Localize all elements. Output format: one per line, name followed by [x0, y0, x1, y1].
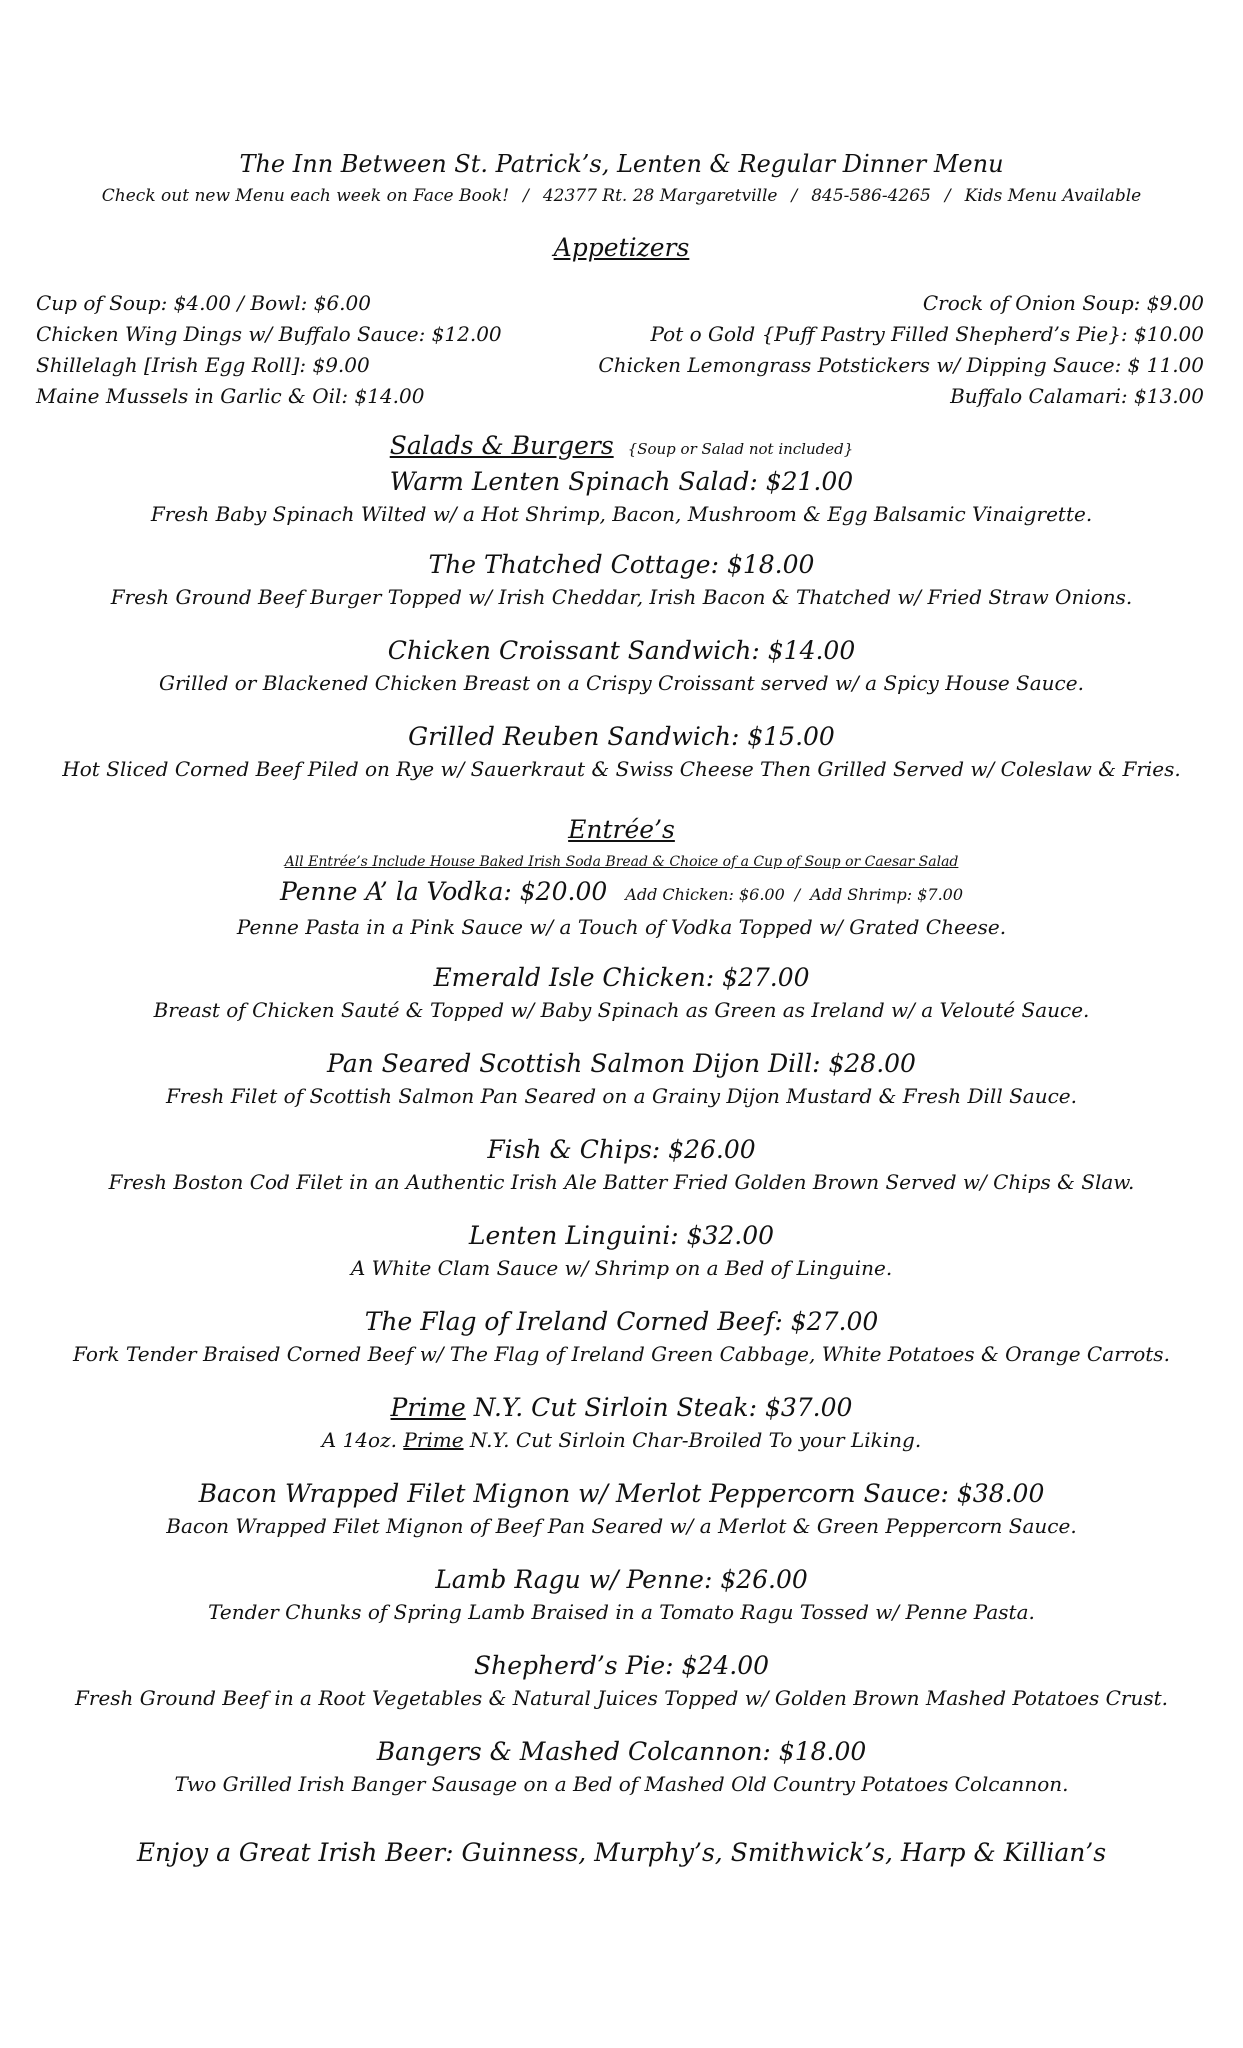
add-chicken-option: Add Chicken: $6.00: [625, 885, 785, 904]
facebook-note: Check out new Menu each week on Face Book!: [101, 186, 510, 206]
item-description: Fork Tender Braised Corned Beef w/ The Flag of Ireland Green Cabbage, White Potatoes & Orange Carrots.: [73, 1342, 1170, 1366]
item-description: Two Grilled Irish Banger Sausage on a Bed of Mashed Old Country Potatoes Colcannon.: [174, 1772, 1069, 1796]
appetizer-item: Crock of Onion Soup: $9.00: [922, 291, 1204, 315]
appetizer-item: Buffalo Calamari: $13.00: [950, 384, 1204, 408]
salads-heading-line: [0, 430, 1243, 465]
appetizer-row: [36, 381, 1204, 412]
appetizers-list: [36, 288, 1204, 412]
separator: /: [944, 186, 951, 206]
menu-item: [0, 549, 1243, 613]
separator: /: [523, 186, 529, 206]
menu-item: [0, 1736, 1243, 1800]
menu-item: [0, 1564, 1243, 1628]
item-name: The Thatched Cottage: $18.00: [428, 550, 815, 579]
item-name: N.Y. Cut Sirloin Steak: $37.00: [465, 1393, 853, 1422]
salads-note: {Soup or Salad not included}: [627, 440, 854, 458]
menu-item: [0, 1220, 1243, 1284]
item-description: Bacon Wrapped Filet Mignon of Beef Pan Seared w/ a Merlot & Green Peppercorn Sauce.: [166, 1514, 1077, 1538]
item-description: A 14oz.: [321, 1428, 404, 1452]
address: 42377 Rt. 28 Margaretville: [542, 186, 778, 206]
item-description: Fresh Boston Cod Filet in an Authentic Irish Ale Batter Fried Golden Brown Served w/ Chips & Slaw.: [108, 1170, 1135, 1194]
item-name: Bangers & Mashed Colcannon: $18.00: [376, 1737, 867, 1766]
item-description: Tender Chunks of Spring Lamb Braised in a Tomato Ragu Tossed w/ Penne Pasta.: [208, 1600, 1035, 1624]
item-name: Emerald Isle Chicken: $27.00: [433, 963, 810, 992]
prime-label: Prime: [403, 1428, 464, 1452]
item-name: Lenten Linguini: $32.00: [468, 1221, 775, 1250]
item-name-line: [0, 1392, 1243, 1424]
item-name: Pan Seared Scottish Salmon Dijon Dill: $28.00: [327, 1049, 916, 1078]
menu-title: The Inn Between St. Patrick’s, Lenten & Regular Dinner Menu: [239, 150, 1004, 178]
entrees-note: All Entrée’s Include House Baked Irish Soda Bread & Choice of a Cup of Soup or Caesar Salad: [284, 854, 959, 870]
info-line: [0, 184, 1243, 208]
appetizer-item: Pot o Gold {Puff Pastry Filled Shepherd’s Pie}: $10.00: [650, 322, 1204, 346]
appetizer-item: Chicken Lemongrass Potstickers w/ Dipping Sauce: $ 11.00: [598, 353, 1204, 377]
add-shrimp-option: Add Shrimp: $7.00: [810, 885, 964, 904]
menu-item: [0, 1048, 1243, 1112]
item-description: Fresh Ground Beef in a Root Vegetables & Natural Juices Topped w/ Golden Brown Mashed Potatoes Crust.: [75, 1686, 1168, 1710]
item-description: Penne Pasta in a Pink Sauce w/ a Touch of Vodka Topped w/ Grated Cheese.: [236, 915, 1007, 939]
item-description: Fresh Filet of Scottish Salmon Pan Seared on a Grainy Dijon Mustard & Fresh Dill Sauce.: [166, 1084, 1077, 1108]
appetizer-item: Chicken Wing Dings w/ Buffalo Sauce: $12.00: [36, 322, 502, 346]
separator: /: [791, 186, 798, 206]
beer-footer: Enjoy a Great Irish Beer: Guinness, Murphy’s, Smithwick’s, Harp & Killian’s: [136, 1838, 1107, 1867]
item-name: Fish & Chips: $26.00: [487, 1135, 756, 1164]
menu-item: [0, 721, 1243, 785]
item-name: Bacon Wrapped Filet Mignon w/ Merlot Peppercorn Sauce: $38.00: [198, 1479, 1045, 1508]
appetizer-item: Shillelagh [Irish Egg Roll]: $9.00: [36, 353, 370, 377]
menu-item: [0, 1392, 1243, 1456]
appetizer-row: [36, 350, 1204, 381]
menu-item: [0, 876, 1243, 943]
appetizer-item: Maine Mussels in Garlic & Oil: $14.00: [36, 384, 425, 408]
appetizers-heading: Appetizers: [553, 233, 690, 262]
appetizer-item: Cup of Soup: $4.00 / Bowl: $6.00: [36, 291, 371, 315]
appetizer-row: [36, 288, 1204, 319]
item-description: Fresh Baby Spinach Wilted w/ a Hot Shrimp, Bacon, Mushroom & Egg Balsamic Vinaigrette.: [150, 502, 1093, 526]
menu-item: [0, 1478, 1243, 1542]
entrees-heading: Entrée’s: [568, 815, 675, 844]
salads-heading: Salads & Burgers: [389, 431, 614, 460]
item-description: A White Clam Sauce w/ Shrimp on a Bed of Linguine.: [350, 1256, 893, 1280]
prime-label: Prime: [390, 1393, 466, 1422]
item-name: Grilled Reuben Sandwich: $15.00: [408, 722, 835, 751]
menu-item: [0, 635, 1243, 699]
item-name: Lamb Ragu w/ Penne: $26.00: [435, 1565, 808, 1594]
item-description: Fresh Ground Beef Burger Topped w/ Irish Cheddar, Irish Bacon & Thatched w/ Fried Straw Onions.: [110, 585, 1133, 609]
item-name: Shepherd’s Pie: $24.00: [473, 1651, 770, 1680]
item-name: Penne A’ la Vodka: $20.00: [279, 877, 608, 906]
menu-item: [0, 466, 1243, 530]
appetizer-row: [36, 319, 1204, 350]
item-name: The Flag of Ireland Corned Beef: $27.00: [364, 1307, 879, 1336]
item-name: Warm Lenten Spinach Salad: $21.00: [389, 467, 854, 496]
item-description: N.Y. Cut Sirloin Char-Broiled To your Liking.: [463, 1428, 922, 1452]
menu-item: [0, 1306, 1243, 1370]
item-description: Grilled or Blackened Chicken Breast on a Crispy Croissant served w/ a Spicy House Sauce.: [159, 671, 1084, 695]
phone-number: 845-586-4265: [811, 186, 931, 206]
kids-menu-note: Kids Menu Available: [964, 186, 1142, 206]
item-description: Breast of Chicken Sauté & Topped w/ Baby Spinach as Green as Ireland w/ a Velouté Sauce.: [153, 998, 1090, 1022]
item-description-line: [0, 1424, 1243, 1456]
item-description: Hot Sliced Corned Beef Piled on Rye w/ Sauerkraut & Swiss Cheese Then Grilled Served w/ Coleslaw & Fries.: [62, 757, 1181, 781]
menu-item: [0, 1650, 1243, 1714]
menu-item: [0, 1134, 1243, 1198]
menu-item: [0, 962, 1243, 1026]
item-name: Chicken Croissant Sandwich: $14.00: [387, 636, 856, 665]
separator: /: [794, 885, 801, 904]
item-name-line: [0, 876, 1243, 911]
